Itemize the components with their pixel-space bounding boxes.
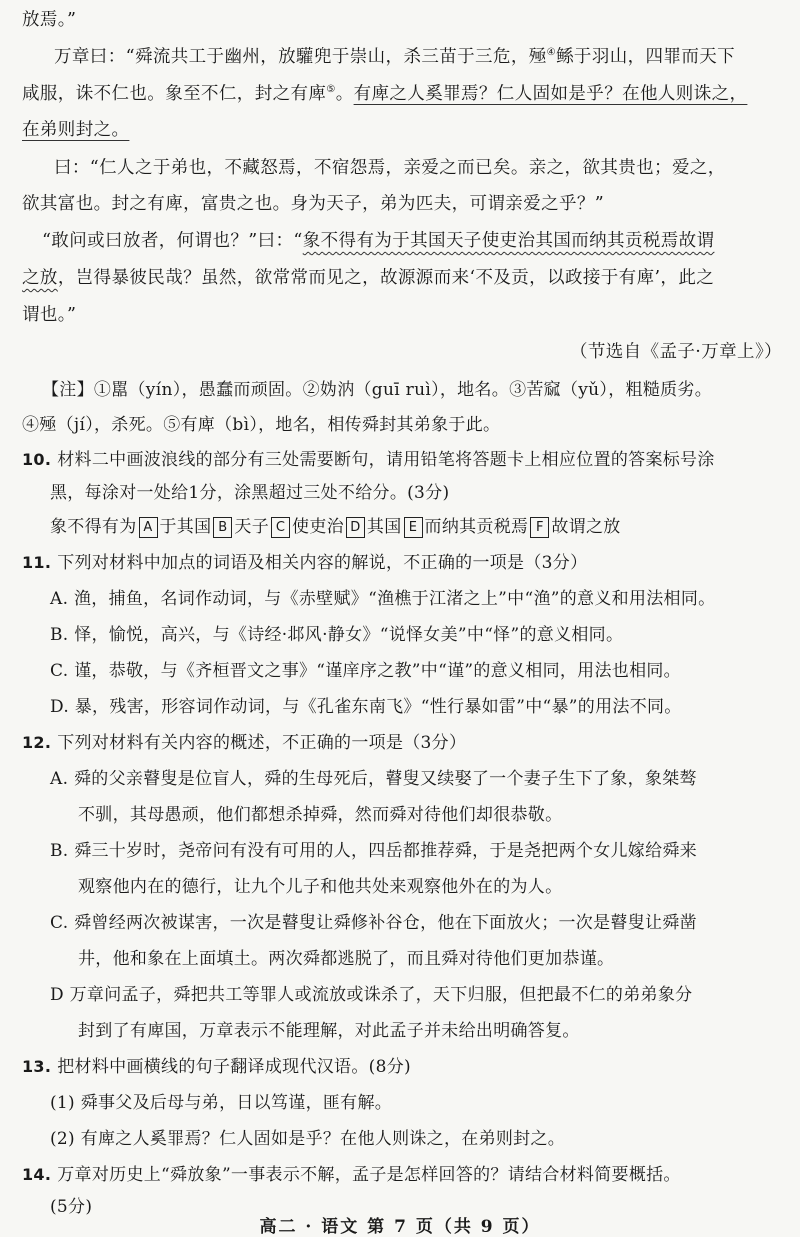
segment: 使吏治	[292, 517, 344, 537]
passage-line	[54, 43, 735, 68]
passage-line: 放焉。”	[22, 10, 77, 30]
option-c: C. 谨，恭敬，与《齐桓晋文之事》“谨庠序之教”中“谨”的意义相同，用法也相同。	[50, 661, 681, 681]
page-footer: 高二 · 语文 第 7 页（共 9 页）	[259, 1217, 541, 1237]
option-b-cont: 观察他内在的德行，让九个儿子和他共处来观察他外在的为人。	[78, 877, 563, 897]
passage-text: 万章曰：“舜流共工于幽州，放驩兜于崇山，杀三苗于三危，殛	[54, 47, 547, 67]
option-a: A. 舜的父亲瞽叟是位盲人，舜的生母死后，瞽叟又续娶了一个妻子生下了象，象桀骜	[50, 769, 697, 789]
passage-text: 咸服，诛不仁也。象至不仁，封之有庳	[22, 84, 327, 104]
passage-line	[22, 80, 747, 105]
passage-line	[22, 264, 714, 289]
answer-box-d[interactable]: D	[346, 517, 365, 538]
underlined-sentence: 在弟则封之。	[22, 120, 130, 140]
note-marker: ④	[546, 47, 557, 59]
notes-line: ④殛（jí），杀死。⑤有庳（bì），地名，相传舜封其弟象于此。	[22, 415, 501, 435]
option-c-cont: 井，他和象在上面填土。两次舜都逃脱了，而且舜对待他们更加恭谨。	[78, 949, 615, 969]
option-b: B. 怿，愉悦，高兴，与《诗经·邶风·静女》“说怿女美”中“怿”的意义相同。	[50, 625, 624, 645]
underlined-sentence: 有庳之人奚罪焉？仁人固如是乎？在他人则诛之，	[353, 84, 748, 104]
segment: 象不得有为	[50, 517, 137, 537]
option-c: C. 舜曾经两次被谋害，一次是瞽叟让舜修补谷仓，他在下面放火；一次是瞽叟让舜凿	[50, 913, 697, 933]
translation-item-2: (2) 有庳之人奚罪焉？仁人固如是乎？在他人则诛之，在弟则封之。	[50, 1129, 566, 1149]
passage-text: ，岂得暴彼民哉？虽然，欲常常而见之，故源源而来‘不及贡，以政接于有庳’，此之	[57, 268, 715, 288]
segment: 故谓之放	[551, 517, 621, 537]
option-d-cont: 封到了有庳国，万章表示不能理解，对此孟子并未给出明确答复。	[78, 1021, 580, 1041]
passage-text: 鲧于羽山，四罪而天下	[556, 47, 736, 67]
question-text: 万章对历史上“舜放象”一事表示不解，孟子是怎样回答的？请结合材料简要概括。	[57, 1165, 681, 1185]
passage-line: 谓也。”	[22, 305, 77, 325]
option-b: B. 舜三十岁时，尧帝问有没有可用的人，四岳都推荐舜，于是尧把两个女儿嫁给舜来	[50, 841, 697, 861]
question-number: 10.	[22, 450, 52, 469]
question-14	[22, 1160, 681, 1185]
question-number: 13.	[22, 1057, 52, 1076]
passage-line	[42, 227, 714, 252]
question-text: 下列对材料中加点的词语及相关内容的解说，不正确的一项是（3分）	[57, 553, 588, 573]
passage-line: 曰：“仁人之于弟也，不藏怒焉，不宿怨焉，亲爱之而已矣。亲之，欲其贵也；爱之，	[54, 158, 726, 178]
question-text: 把材料中画横线的句子翻译成现代汉语。(8分)	[57, 1057, 411, 1077]
question-11	[22, 548, 587, 573]
question-10	[22, 445, 715, 470]
question-12	[22, 728, 466, 753]
option-d: D. 暴，残害，形容词作动词，与《孔雀东南飞》“性行暴如雷”中“暴”的用法不同。	[50, 697, 682, 717]
passage-source: （节选自《孟子·万章上》）	[569, 342, 782, 362]
wavy-sentence: 之放	[22, 268, 58, 288]
segment: 天子	[234, 517, 270, 537]
question-number: 14.	[22, 1165, 52, 1184]
wavy-sentence: 象不得有为于其国天子使吏治其国而纳其贡税焉故谓	[302, 231, 715, 251]
question-text: (5分)	[50, 1197, 93, 1217]
answer-box-a[interactable]: A	[139, 517, 158, 538]
option-d: D 万章问孟子，舜把共工等罪人或流放或诛杀了，天下归服，但把最不仁的弟弟象分	[50, 985, 693, 1005]
notes-line: 【注】①嚚（yín），愚蠢而顽固。②妫汭（guī ruì），地名。③苦窳（yǔ），粗糙质劣。	[42, 380, 713, 400]
segment: 其国	[366, 517, 402, 537]
segment: 于其国	[159, 517, 212, 537]
option-a: A. 渔，捕鱼，名词作动词，与《赤壁赋》“渔樵于江渚之上”中“渔”的意义和用法相同。	[50, 589, 716, 609]
answer-box-e[interactable]: E	[404, 517, 423, 538]
segment: 而纳其贡税焉	[424, 517, 529, 537]
translation-item-1: (1) 舜事父及后母与弟，日以笃谨，匪有解。	[50, 1093, 393, 1113]
question-text: 下列对材料有关内容的概述，不正确的一项是（3分）	[57, 733, 467, 753]
passage-text: “敢问或曰放者，何谓也？”曰：“	[42, 231, 303, 251]
answer-box-f[interactable]: F	[530, 517, 549, 538]
question-text: 材料二中画波浪线的部分有三处需要断句，请用铅笔将答题卡上相应位置的答案标号涂	[57, 450, 715, 470]
answer-box-b[interactable]: B	[213, 517, 232, 538]
option-a-cont: 不驯，其母愚顽，他们都想杀掉舜，然而舜对待他们却很恭敬。	[78, 805, 563, 825]
question-text: 黑，每涂对一处给1分，涂黑超过三处不给分。(3分)	[50, 483, 450, 503]
note-marker: ⑤	[326, 84, 336, 96]
question-number: 11.	[22, 553, 52, 572]
q10-segmented-sentence	[50, 512, 621, 538]
question-number: 12.	[22, 733, 52, 752]
question-13	[22, 1052, 411, 1077]
passage-line: 欲其富也。封之有庳，富贵之也。身为天子，弟为匹夫，可谓亲爱之乎？”	[22, 194, 605, 214]
passage-text: 。	[335, 84, 354, 104]
answer-box-c[interactable]: C	[271, 517, 290, 538]
